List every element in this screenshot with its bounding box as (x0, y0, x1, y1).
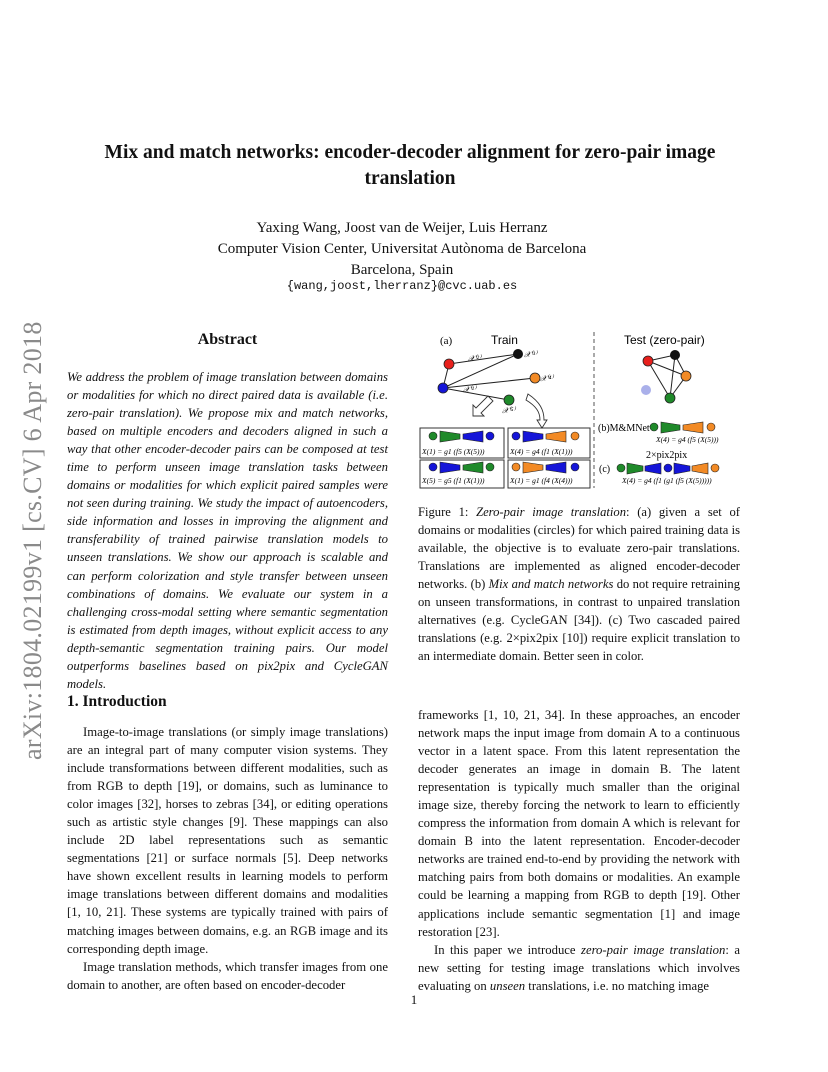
location: Barcelona, Spain (350, 262, 454, 278)
fig-label-b: (b)M&MNet (598, 423, 650, 434)
svg-text:𝒳⁽¹⁾: 𝒳⁽¹⁾ (463, 385, 476, 394)
email: {wang,joost,lherranz}@cvc.uab.es (286, 279, 518, 293)
abstract-heading: Abstract (197, 331, 258, 348)
section-heading-introduction: 1. Introduction (67, 693, 167, 710)
svg-text:X(4) = g4 (f5 (X(5))): X(4) = g4 (f5 (X(5))) (656, 435, 719, 444)
intro-paragraph-3: frameworks [1, 10, 21, 34]. In these approaches, an encoder network maps the input image from domain A to a continuous vector in a latent space. From this latent representation the decoder generates an image in domain B. The latent representation is typically much smaller than the original image size, thereby forcing the network to learn to efficiently compress the information from domain A which is relevant for domain B into the latent representation. Encoder-decoder networks are trained end-to-end by providing the network with matching pairs from both domains or modalities. An example could be learning a mapping from RGB to depth [19]. Other applications include semantic segmentation [1] and image restoration [23]. (418, 708, 740, 939)
pix2pix-row (617, 463, 719, 485)
pix2pix-label: 2×pix2pix (646, 450, 688, 461)
train-box-3 (420, 460, 504, 488)
svg-text:𝒳⁽³⁾: 𝒳⁽³⁾ (524, 350, 537, 359)
intro-paragraph-4: In this paper we introduce zero-pair image translation: a new setting for testing image translations which involves evaluating on unseen translations, i.e. no matching image (418, 942, 740, 993)
intro-left-column (67, 723, 388, 994)
node-x5 (504, 395, 514, 405)
authors: Yaxing Wang, Joost van de Weijer, Luis Herranz (256, 220, 548, 236)
train-graph (438, 349, 554, 428)
figure-1 (418, 330, 744, 490)
paper-title: Mix and match networks: encoder-decoder alignment for zero-pair image translation (104, 142, 716, 189)
intro-paragraph-2: Image translation methods, which transfer images from one domain to another, are often based on encoder-decoder (67, 959, 388, 992)
mmnet-row (650, 422, 719, 444)
fig-train-label: Train (491, 333, 518, 347)
node-x1 (438, 383, 448, 393)
train-box-1 (420, 428, 504, 458)
figure-caption: Figure 1: Zero-pair image translation: (a) given a set of domains or modalities (circles) for which paired training data is available, the objective is to evaluate zero-pair translations. Translations are implemented as aligned encoder-decoder networks. (b) Mix and match networks do not require retraining on unseen transformations, in contrast to unpaired translation alternatives (e.g. CycleGAN [34]). (c) Two cascaded paired translations (e.g. 2×pix2pix [10]) require explicit translation to an intermediate domain. Better seen in color. (418, 505, 740, 664)
abstract-text: We address the problem of image translation between domains or modalities for which no direct paired data is available (i.e. zero-pair translation). We propose mix and match networks, based on multiple encoders and decoders aligned in such a way that other encoder-decoder pairs can be composed at test time to perform unseen image translation tasks between domains or modalities for which explicit paired samples were not seen during training. We study the impact of autoencoders, side information and losses in improving the alignment and transferability of trained pairwise translation models to unseen translations. We show our approach is scalable and can perform colorization and style transfer between unseen combinations of domains. We evaluate our system in a challenging cross-modal setting where semantic segmentation is estimated from depth images, without explicit access to any depth-semantic segmentation training pairs. Our model outperforms baselines based on pix2pix and CycleGAN models. (67, 370, 388, 691)
page-number: 1 (410, 992, 418, 1007)
intro-right-column (418, 706, 740, 995)
intro-paragraph-1: Image-to-image translations (or simply image translations) are an integral part of many computer vision systems. They include transformations between different modalities, such as from RGB to depth [19], or domains, such as luminance to color images [32], horses to zebras [34], or editing operations such as artistic style changes [9]. These mappings can also include 2D label representations such as semantic segmentations [21] or surface normals [5]. Deep networks have shown excellent results in learning models to perform image translations between different domains and modalities [1, 10, 21]. These systems are typically trained with pairs of matching images between domains, e.g. an RGB image and its corresponding depth image. (67, 725, 388, 956)
svg-text:X(1) = g1 (f4 (X(4))): X(1) = g1 (f4 (X(4))) (510, 476, 573, 485)
node-x3 (513, 349, 523, 359)
node-x4 (530, 373, 540, 383)
svg-text:X(5) = g5 (f1 (X(1))): X(5) = g5 (f1 (X(1))) (422, 476, 485, 485)
test-graph (641, 350, 691, 403)
affiliation: Computer Vision Center, Universitat Autònoma de Barcelona (217, 241, 587, 257)
arxiv-stamp: arXiv:1804.02199v1 [cs.CV] 6 Apr 2018 (18, 321, 47, 760)
svg-text:X(4) = g4 (f1 (g1 (f5 (X(5)))): X(4) = g4 (f1 (g1 (f5 (X(5))))) (622, 476, 712, 485)
fig-label-a: (a) (440, 335, 453, 347)
fig-test-label: Test (zero-pair) (624, 333, 705, 347)
fig-label-c: (c) (599, 464, 611, 475)
author-block (160, 218, 644, 281)
train-box-4 (508, 460, 590, 488)
svg-text:X(4) = g4 (f1 (X(1))): X(4) = g4 (f1 (X(1))) (510, 447, 573, 456)
svg-text:𝒳⁽⁵⁾: 𝒳⁽⁵⁾ (502, 406, 516, 415)
figure-1-diagram (418, 330, 744, 490)
svg-text:𝒳⁽²⁾: 𝒳⁽²⁾ (468, 354, 481, 363)
svg-text:𝒳⁽⁴⁾: 𝒳⁽⁴⁾ (540, 374, 554, 383)
train-box-2 (508, 428, 590, 458)
node-x2 (444, 359, 454, 369)
svg-text:X(1) = g1 (f5 (X(5))): X(1) = g1 (f5 (X(5))) (422, 447, 485, 456)
